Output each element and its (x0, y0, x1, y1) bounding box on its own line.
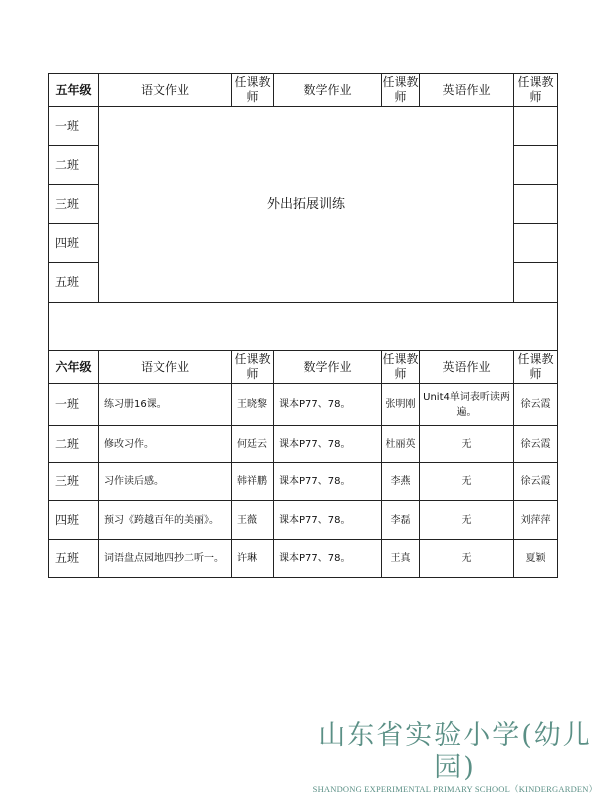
grade5-empty-cell (514, 224, 558, 263)
grade5-header-english-teacher: 任课教师 (514, 74, 558, 107)
grade6-header-math: 数学作业 (274, 351, 382, 384)
school-footer (305, 720, 605, 795)
grade6-row (49, 463, 558, 501)
english-homework: 无 (420, 540, 514, 578)
english-homework: 无 (420, 463, 514, 501)
chinese-teacher: 韩祥鹏 (232, 463, 274, 501)
math-homework: 课本P77、78。 (274, 540, 382, 578)
grade6-header-english: 英语作业 (420, 351, 514, 384)
grade5-class-label: 一班 (49, 107, 99, 146)
english-teacher: 刘萍萍 (514, 501, 558, 540)
grade5-class-label: 二班 (49, 146, 99, 185)
math-teacher: 张明刚 (382, 384, 420, 426)
grade5-class-label: 三班 (49, 185, 99, 224)
math-homework: 课本P77、78。 (274, 501, 382, 540)
math-homework: 课本P77、78。 (274, 426, 382, 463)
grade6-class-label: 五班 (49, 540, 99, 578)
grade5-empty-cell (514, 146, 558, 185)
school-name-en: SHANDONG EXPERIMENTAL PRIMARY SCHOOL（KINDERGARDEN） (312, 784, 598, 794)
homework-table (48, 73, 558, 578)
grade5-header-chinese: 语文作业 (99, 74, 232, 107)
grade5-empty-cell (514, 263, 558, 303)
grade5-row (49, 107, 558, 146)
chinese-teacher: 王薇 (232, 501, 274, 540)
grade6-row (49, 384, 558, 426)
math-homework: 课本P77、78。 (274, 463, 382, 501)
chinese-homework: 预习《跨越百年的美丽》。 (99, 501, 232, 540)
chinese-teacher: 何廷云 (232, 426, 274, 463)
chinese-teacher: 许琳 (232, 540, 274, 578)
grade5-header-row (49, 74, 558, 107)
english-teacher: 徐云霞 (514, 426, 558, 463)
grade6-row (49, 426, 558, 463)
grade5-header-math-teacher: 任课教师 (382, 74, 420, 107)
math-teacher: 王真 (382, 540, 420, 578)
english-teacher: 徐云霞 (514, 463, 558, 501)
english-homework: 无 (420, 501, 514, 540)
grade5-header-math: 数学作业 (274, 74, 382, 107)
english-homework: Unit4单词表听读两遍。 (420, 384, 514, 426)
grade6-class-label: 四班 (49, 501, 99, 540)
math-teacher: 李燕 (382, 463, 420, 501)
grade6-class-label: 二班 (49, 426, 99, 463)
grade5-empty-cell (514, 185, 558, 224)
grade5-label: 五年级 (49, 74, 99, 107)
grade6-header-chinese: 语文作业 (99, 351, 232, 384)
grade5-header-chinese-teacher: 任课教师 (232, 74, 274, 107)
grade5-merged-activity: 外出拓展训练 (99, 107, 514, 303)
chinese-homework: 习作读后感。 (99, 463, 232, 501)
grade5-empty-cell (514, 107, 558, 146)
grade6-class-label: 一班 (49, 384, 99, 426)
grade6-header-row (49, 351, 558, 384)
chinese-teacher: 王晓黎 (232, 384, 274, 426)
english-homework: 无 (420, 426, 514, 463)
chinese-homework: 修改习作。 (99, 426, 232, 463)
spacer-cell (49, 303, 558, 351)
grade5-header-english: 英语作业 (420, 74, 514, 107)
english-teacher: 徐云霞 (514, 384, 558, 426)
chinese-homework: 词语盘点园地四抄二听一。 (99, 540, 232, 578)
grade6-header-math-teacher: 任课教师 (382, 351, 420, 384)
grade6-header-chinese-teacher: 任课教师 (232, 351, 274, 384)
grade5-class-label: 五班 (49, 263, 99, 303)
spacer-row (49, 303, 558, 351)
grade6-row (49, 540, 558, 578)
math-homework: 课本P77、78。 (274, 384, 382, 426)
math-teacher: 李磊 (382, 501, 420, 540)
grade6-header-english-teacher: 任课教师 (514, 351, 558, 384)
grade5-class-label: 四班 (49, 224, 99, 263)
math-teacher: 杜丽英 (382, 426, 420, 463)
grade6-row (49, 501, 558, 540)
english-teacher: 夏颖 (514, 540, 558, 578)
chinese-homework: 练习册16课。 (99, 384, 232, 426)
grade6-label: 六年级 (49, 351, 99, 384)
grade6-class-label: 三班 (49, 463, 99, 501)
school-name-cn: 山东省实验小学(幼儿园) (318, 720, 592, 783)
